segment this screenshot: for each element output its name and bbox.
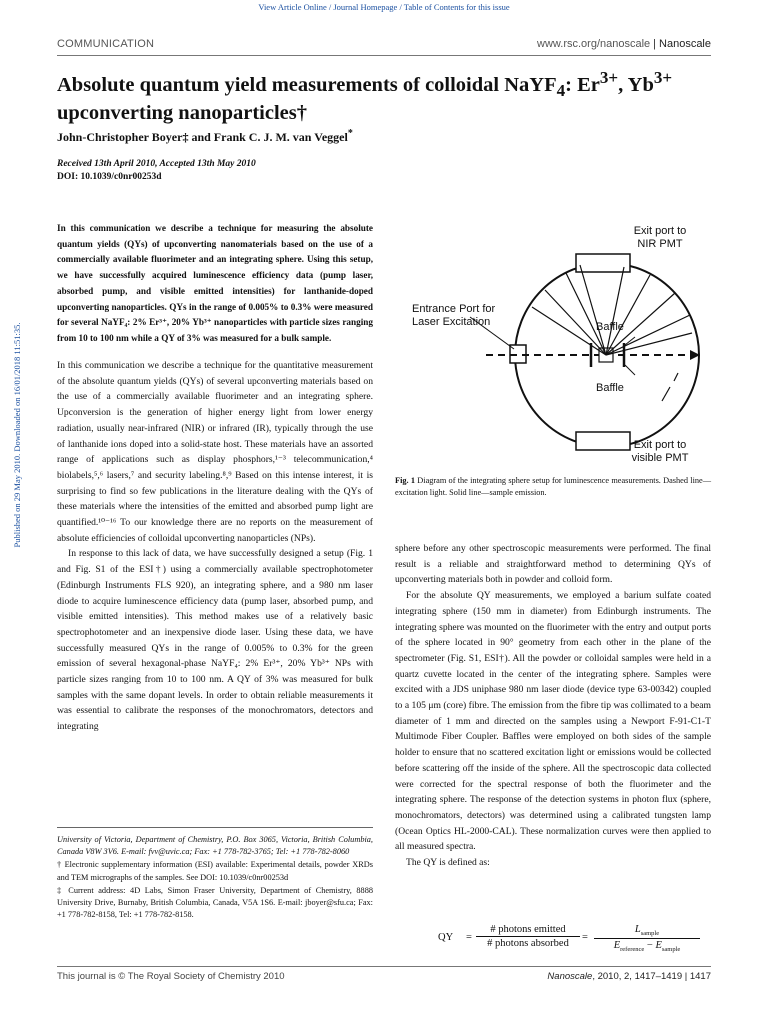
journal-header-right [537, 38, 711, 50]
body-paragraph: sphere before any other spectroscopic measurements were performed. The final result is a reliable and straightforward method to determining QYs of upconverting materials both in powder and colloid form. [395, 543, 711, 586]
copyright-notice: This journal is © The Royal Society of Chemistry 2010 [57, 971, 285, 982]
var-e: E [655, 940, 662, 952]
nir-port [576, 254, 630, 272]
fraction-2-numerator [594, 924, 700, 939]
received-dates: Received 13th April 2010, Accepted 13th May 2010 [57, 159, 256, 169]
current-address-footnote: ‡ Current address: 4D Labs, Simon Fraser University, Department of Chemistry, 8888 University Drive, Burnaby, British Columbia, Canada, V5A 1S6. E-mail: jboyer@sfu.ca; Fax: +1 778-782-8158, Tel: +1 778-782-8158. [57, 885, 373, 920]
label-entrance-2: Laser Excitation [412, 316, 491, 328]
author-names: John-Christopher Boyer‡ and Frank C. J. M. van Veggel [57, 130, 348, 144]
title-sup-yb: 3+ [653, 68, 673, 87]
body-paragraph: In this communication we describe a technique for the quantitative measurement of the absolute quantum yields (QYs) of several upconverting materials based on the use of a commercially available fluorimeter and an integrating sphere. Upconversion is the generation of higher energy light from lower energy radiation, usually near-infrared (NIR) or infrared (IR), typically through the use of lanthanide ions doped into a solid-state host. These materials have an assorted range of applications such as display phosphors,¹⁻³ telecommunication,⁴ biolabels,⁵,⁶ lasers,⁷ and security labeling.⁸,⁹ Based on this intense interest, it is surprising to find so few publications in the literature dealing with the QYs of these materials where the intensities of the emitted and absorbed pump light are quantified.¹⁰⁻¹⁶ To our knowledge there are no reports on the measurement of absolute efficiencies of colloidal upconverting nanoparticles (NPs). [57, 360, 373, 544]
fraction-1-numerator: # photons emitted [476, 924, 580, 937]
side-publication-stamp: Published on 29 May 2010. Downloaded on 16/01/2018 11:51:35. [12, 322, 22, 548]
journal-name: Nanoscale [659, 38, 711, 50]
label-exit-visible [605, 439, 715, 465]
authors [57, 128, 353, 145]
title-er: : Er [565, 73, 600, 96]
label-exit-vis-1: Exit port to [633, 439, 687, 451]
corresponding-mark: * [347, 128, 353, 139]
page-header [57, 38, 711, 56]
body-column-left [57, 358, 373, 735]
var-l: L [634, 924, 641, 935]
reflection-tick [674, 373, 678, 381]
var-e: E [613, 940, 621, 952]
label-exit-vis-2: visible PMT [631, 452, 689, 464]
table-of-contents-link[interactable]: Table of Contents for this issue [403, 2, 510, 12]
title-main: Absolute quantum yield measurements of colloidal NaYF [57, 73, 557, 96]
doi[interactable]: DOI: 10.1039/c0nr00253d [57, 172, 162, 182]
affiliation-footnote: University of Victoria, Department of Chemistry, P.O. Box 3065, Victoria, British Columbia, Canada V8W 3V6. E-mail: fvv@uvic.ca; Fax: +1 778-782-3765; Tel: +1 778-782-8060 [57, 835, 373, 857]
section-label: COMMUNICATION [57, 38, 155, 50]
body-paragraph: For the absolute QY measurements, we employed a barium sulfate coated integrating sphere (150 mm in diameter) from Edinburgh instruments. The integrating sphere was mounted on the fluorimeter with the entry and output ports of the sphere located in 90° geometry from each other in the plane of the spectrometer (Fig. S1, ESI†). All the powder or colloidal samples were held in a quartz cuvette located in the center of the integrating sphere. Samples were excited with a JDS uniphase 980 nm laser diode (device type 63-00342) coupled to a 105 μm (core) fibre. The emission from the fibre tip was collimated to a beam diameter of 1 mm and directed on the samples using a Newport F-91-C1-T Multimode Fiber Coupler. Baffles were employed on both sides of the sample holder to ensure that no scattered excitation light or emissions would be collected before scattering off the inside of the sphere. All the spectroscopic data collected were corrected for the spectral response of both the fluorimeter and the integrating sphere. The response of the detection systems in photon flux (sphere, monochromators, detectors) was determined using a calibrated tungsten lamp (Ocean Optics HL-2000-CAL). These normalization curves were then applied to all measured spectra. [395, 590, 711, 853]
abstract: In this communication we describe a technique for measuring the absolute quantum yields (QYs) of upconverting nanomaterials based on the use of a commercially available fluorimeter and an integrating sphere. Using this setup, we have successfully acquired luminescence efficiency data (pump laser, absorbed pump, and visible emitted intensities) for lanthanide-doped upconverting nanoparticles. QYs in the range of 0.005% to 0.3% were measured for several NaYF₄: 2% Er³⁺, 20% Yb³⁺ nanoparticles with particle sizes ranging from 10 to 100 nm while a QY of 3% was measured for a bulk sample. [57, 223, 373, 343]
page-footer [57, 966, 711, 982]
title-yb: , Yb [618, 73, 654, 96]
article-title [57, 66, 717, 125]
body-paragraph: The QY is defined as: [406, 857, 490, 869]
link-separator: / [397, 2, 404, 12]
equation-fraction-1 [476, 924, 580, 949]
integrating-sphere-diagram [400, 215, 710, 475]
journal-url[interactable]: www.rsc.org/nanoscale [537, 38, 651, 50]
equation-fraction-2 [594, 924, 700, 953]
label-exit-nir-2: NIR PMT [637, 238, 683, 250]
caption-text: Diagram of the integrating sphere setup for luminescence measurements. Dashed line—excitation light. Solid line—sample emission. [395, 476, 712, 497]
sub-sample: sample [640, 930, 660, 938]
label-baffle-bottom: Baffle [596, 382, 624, 394]
footer-journal: Nanoscale [547, 971, 593, 982]
equation-lhs: QY [438, 932, 454, 943]
figure-1 [400, 215, 710, 475]
equation-equals: = [466, 932, 472, 943]
label-entrance-1: Entrance Port for [412, 303, 496, 315]
sub-reference: reference [620, 946, 645, 954]
header-separator: | [653, 38, 657, 50]
title-sub4: 4 [556, 80, 566, 100]
link-separator: / [326, 2, 334, 12]
sub-sample: sample [661, 946, 681, 954]
label-baffle-top: Baffle [596, 321, 624, 333]
qy-equation [430, 924, 710, 956]
title-sup-er: 3+ [599, 68, 619, 87]
figure-caption [395, 475, 711, 499]
footnotes [57, 827, 373, 922]
reflection-tick [662, 387, 670, 401]
label-exit-nir-1: Exit port to [633, 225, 687, 237]
view-article-online-link[interactable]: View Article Online [258, 2, 327, 12]
body-column-right [395, 541, 711, 871]
citation-info [547, 971, 711, 982]
label-entrance-port [412, 303, 562, 329]
body-paragraph: In response to this lack of data, we have successfully designed a setup (Fig. 1 and Fig. S1 of the ESI†) using a commercially available spectrophotometer (Edinburgh Instruments FLS 920), an integrating sphere, and a 980 nm laser diode to acquire luminescence efficiency data (pump laser, absorbed pump, and visible emitted intensities). This method makes use of a relatively basic spectrophotometer and an inexpensive diode laser. Using these data, we have successfully measured QYs in the range of 0.005% to 0.3% for the green emission of several hexagonal-phase NaYF₄: 2% Er³⁺, 20% Yb³⁺ NPs with particle sizes ranging from 10 to 100 nm. A QY of 3% was measured for bulk samples with the same dopant levels. In order to obtain reliable measurements it was essential to calibrate the responses of the monochromators, detectors and integrating [57, 548, 373, 733]
esi-footnote: † Electronic supplementary information (ESI) available: Experimental details, powder XRDs and TEM micrographs of the samples. See DOI: 10.1039/c0nr00253d [57, 860, 373, 882]
baffle-pointer-bottom [625, 365, 635, 375]
equation-equals: = [582, 932, 588, 943]
journal-homepage-link[interactable]: Journal Homepage [333, 2, 398, 12]
received-info [57, 158, 256, 184]
top-links-bar [0, 2, 768, 12]
minus-sign: − [644, 940, 656, 952]
caption-label: Fig. 1 [395, 476, 416, 485]
label-exit-nir [605, 225, 715, 251]
fraction-2-denominator [594, 939, 700, 953]
title-line2: upconverting nanoparticles† [57, 101, 307, 124]
footer-citation: , 2010, 2, 1417–1419 | 1417 [592, 971, 711, 982]
fraction-1-denominator: # photons absorbed [487, 938, 569, 949]
